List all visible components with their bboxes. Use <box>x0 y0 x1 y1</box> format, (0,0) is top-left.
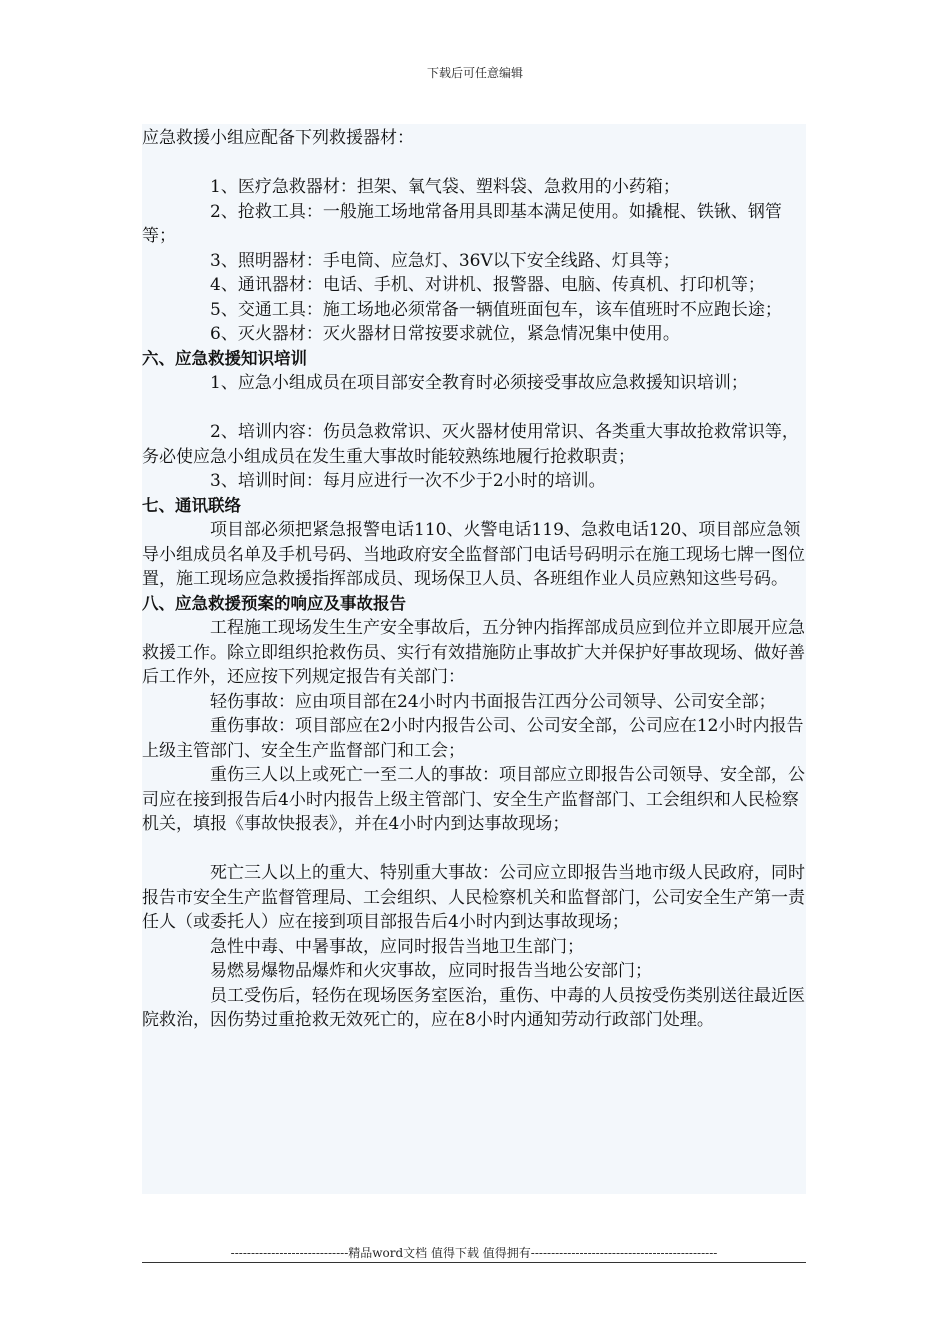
report-paragraph-2: 轻伤事故：应由项目部在24小时内书面报告江西分公司领导、公司安全部； <box>210 691 776 712</box>
report-paragraph-3: 重伤事故：项目部应在2小时内报告公司、公司安全部，公司应在12小时内报告上级主管部门、安全生产监督部门和工会； <box>142 716 804 761</box>
training-item-1: 1、应急小组成员在项目部安全教育时必须接受事故应急救援知识培训； <box>210 373 748 393</box>
spacer <box>142 151 806 176</box>
report-paragraph-8: 员工受伤后，轻伤在现场医务室医治，重伤、中毒的人员按受伤类别送往最近医院救治，因伤势过重抢救无效死亡的，应在8小时内通知劳动行政部门处理。 <box>142 985 805 1030</box>
equipment-item-5: 5、交通工具：施工场地必须常备一辆值班面包车，该车值班时不应跑长途； <box>210 299 782 320</box>
intro-paragraph: 应急救援小组应配备下列救援器材： <box>142 128 414 148</box>
equipment-item-1: 1、医疗急救器材：担架、氧气袋、塑料袋、急救用的小药箱； <box>210 177 680 197</box>
section-7-heading: 七、通讯联络 <box>142 495 241 515</box>
spacer <box>142 396 806 421</box>
communication-paragraph: 项目部必须把紧急报警电话110、火警电话119、急救电话120、项目部应急领导小组成员名单及手机号码、当地政府安全监督部门电话号码明示在施工现场七牌一图位置，施工现场应急救援指挥部成员、现场保卫人员、各班组作业人员应熟知这些号码。 <box>142 520 805 589</box>
training-item-2: 2、培训内容：伤员急救常识、灭火器材使用常识、各类重大事故抢救常识等，务必使应急小组成员在发生重大事故时能较熟练地履行抢救职责； <box>142 422 799 467</box>
page-footer: -----------------------------精品word文档 值得下载 值得拥有---------------------------------------------- <box>230 1246 718 1260</box>
spacer <box>142 837 806 862</box>
report-paragraph-1: 工程施工现场发生生产安全事故后，五分钟内指挥部成员应到位并立即展开应急救援工作。除立即组织抢救伤员、实行有效措施防止事故扩大并保护好事故现场、做好善后工作外，还应按下列规定报告有关部门： <box>142 618 805 687</box>
equipment-item-4: 4、通讯器材：电话、手机、对讲机、报警器、电脑、传真机、打印机等； <box>210 275 765 295</box>
document-body <box>142 124 806 1194</box>
section-8-heading: 八、应急救援预案的响应及事故报告 <box>142 593 406 613</box>
footer-rule <box>142 1262 806 1263</box>
page-header: 下载后可任意编辑 <box>426 66 523 80</box>
equipment-item-3: 3、照明器材：手电筒、应急灯、36V以下安全线路、灯具等； <box>210 250 680 271</box>
equipment-item-6: 6、灭火器材：灭火器材日常按要求就位，紧急情况集中使用。 <box>210 324 680 344</box>
report-paragraph-4: 重伤三人以上或死亡一至二人的事故：项目部应立即报告公司领导、安全部，公司应在接到报告后4小时内报告上级主管部门、安全生产监督部门、工会组织和人民检察机关，填报《事故快报表》，并在4小时内到达事故现场； <box>142 765 805 834</box>
section-6-heading: 六、应急救援知识培训 <box>142 348 307 368</box>
equipment-item-2: 2、抢救工具：一般施工场地常备用具即基本满足使用。如撬棍、铁锹、钢管等； <box>142 201 782 246</box>
report-paragraph-7: 易燃易爆物品爆炸和火灾事故，应同时报告当地公安部门； <box>210 961 652 981</box>
training-item-3: 3、培训时间：每月应进行一次不少于2小时的培训。 <box>210 471 606 491</box>
report-paragraph-6: 急性中毒、中暑事故，应同时报告当地卫生部门； <box>210 936 584 957</box>
report-paragraph-5: 死亡三人以上的重大、特别重大事故：公司应立即报告当地市级人民政府，同时报告市安全生产监督管理局、工会组织、人民检察机关和监督部门，公司安全生产第一责任人（或委托人）应在接到项目部报告后4小时内到达事故现场； <box>142 863 805 932</box>
